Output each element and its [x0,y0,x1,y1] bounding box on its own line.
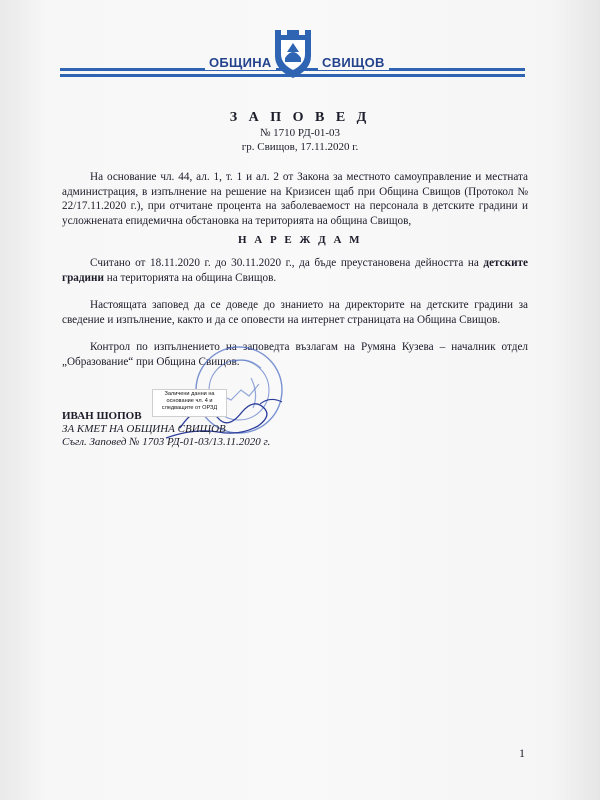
logo-text-right: СВИЩОВ [318,55,389,70]
order-heading: Н А Р Е Ж Д А М [237,234,363,246]
place-date: гр. Свищов, 17.11.2020 г. [241,141,359,153]
document-title: З А П О В Е Д [229,110,371,125]
signatory-name: ИВАН ШОПОВ [62,410,142,422]
order-text-bold: детските градини [62,257,528,284]
page-number: 1 [519,746,525,760]
authorization-reference: Съгл. Заповед № 1703 РД-01-03/13.11.2020 г. [62,436,271,448]
redaction-label: Заличени данни на основание чл. 4 и следващите от ОРЗД [152,389,227,417]
order-text-end: на територията на община Свищов. [103,271,277,284]
municipality-logo [60,28,525,80]
intro-paragraph: На основание чл. 44, ал. 1, т. 1 и ал. 2 от Закона за местното самоуправление и местната администрация, в изпълнение на решение на Кризисен щаб при Община Свищов (Протокол № 22/17.11.2020 г.), при отчитане процента на заболеваемост на персонала в детските градини и усложнената епидемична обстановка на територията на община Свищов, [62,171,528,227]
order-text-start: Считано от 18.11.2020 г. до 30.11.2020 г., да бъде преустановена дейността на [90,257,484,269]
control-paragraph: Контрол по изпълнението на заповедта възлагам на Румяна Кузева – началник отдел „Образование“ при Община Свищов. [62,341,528,368]
signatory-role: ЗА КМЕТ НА ОБЩИНА СВИЩОВ [62,423,226,435]
notice-paragraph: Настоящата заповед да се доведе до знанието на директорите на детските градини за сведение и изпълнение, както и да се оповести на интернет страницата на Община Свищов. [62,299,528,326]
logo-text-left: ОБЩИНА [205,55,276,70]
order-paragraph [62,256,528,285]
document-number: № 1710 РД-01-03 [259,127,341,139]
crest-icon [271,28,315,80]
